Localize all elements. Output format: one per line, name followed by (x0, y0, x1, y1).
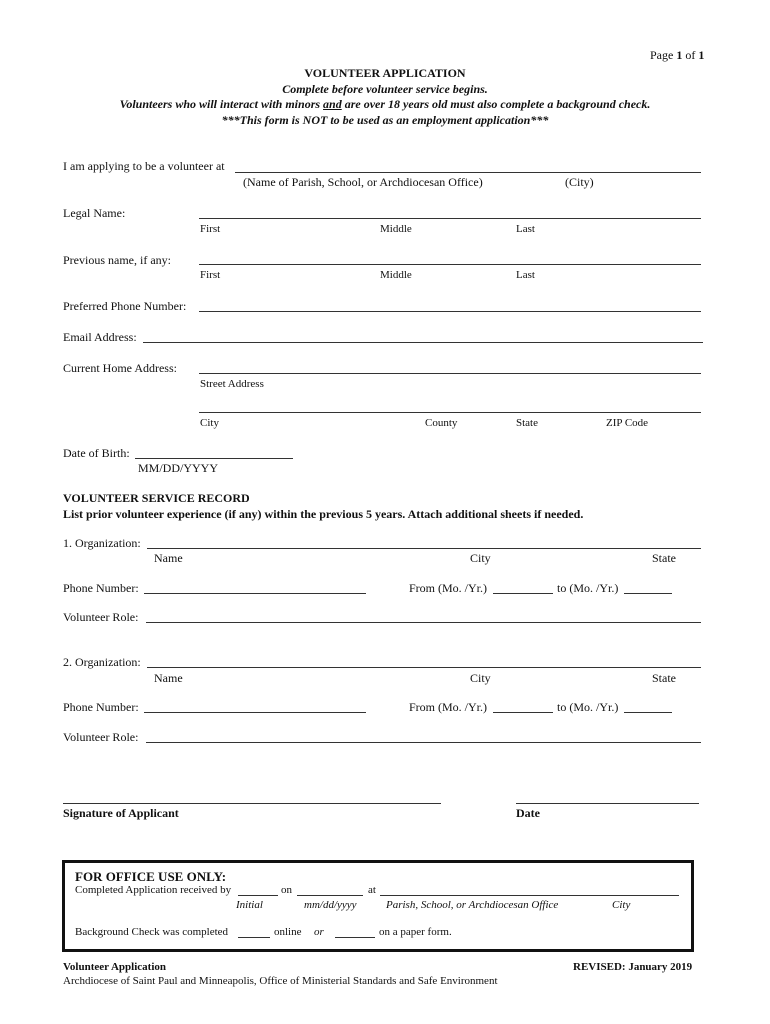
office-heading: FOR OFFICE USE ONLY: (75, 869, 227, 884)
org-2-from-label: From (Mo. /Yr.) (409, 700, 487, 714)
legal-first-label: First (200, 223, 221, 235)
phone-label: Preferred Phone Number: (63, 299, 187, 313)
org-1-to-field[interactable] (624, 593, 672, 594)
dob-label: Date of Birth: (63, 446, 130, 460)
header-line-3: ***This form is NOT to be used as an employment application*** (221, 113, 549, 127)
office-place-field[interactable] (380, 895, 679, 896)
office-at-label: at (368, 884, 376, 896)
legal-name-field[interactable] (199, 218, 701, 219)
org-2-state-label: State (652, 671, 676, 685)
org-2-to-label: to (Mo. /Yr.) (557, 700, 619, 714)
org-1-name-label: Name (154, 551, 183, 565)
phone-field[interactable] (199, 311, 701, 312)
office-date-field[interactable] (297, 895, 363, 896)
service-record-subheading: List prior volunteer experience (if any) within the previous 5 years. Attach additional sheets if needed. (63, 507, 584, 521)
address-city-label: City (200, 417, 219, 429)
previous-first-label: First (200, 269, 221, 281)
applying-field[interactable] (235, 172, 701, 173)
street-address-label: Street Address (200, 378, 264, 390)
city-state-zip-field[interactable] (199, 412, 701, 413)
org-1-phone-field[interactable] (144, 593, 366, 594)
org-2-phone-label: Phone Number: (63, 700, 139, 714)
legal-last-label: Last (516, 223, 535, 235)
form-title: VOLUNTEER APPLICATION (304, 66, 466, 80)
previous-name-label: Previous name, if any: (63, 253, 171, 267)
signature-date-field[interactable] (516, 803, 699, 804)
office-received-label: Completed Application received by (75, 884, 232, 896)
office-place-caption: Parish, School, or Archdiocesan Office (386, 899, 559, 911)
org-2-to-field[interactable] (624, 712, 672, 713)
previous-middle-label: Middle (380, 269, 412, 281)
footer-revised: REVISED: January 2019 (573, 961, 693, 973)
org-1-from-field[interactable] (493, 593, 553, 594)
signature-label: Signature of Applicant (63, 806, 179, 820)
applying-label: I am applying to be a volunteer at (63, 159, 225, 173)
applying-sub-city: (City) (565, 175, 594, 189)
org-1-phone-label: Phone Number: (63, 581, 139, 595)
org-1-city-label: City (470, 551, 491, 565)
office-online-field[interactable] (238, 937, 270, 938)
org-2-label: 2. Organization: (63, 655, 141, 669)
street-address-field[interactable] (199, 373, 701, 374)
office-paper-field[interactable] (335, 937, 375, 938)
org-2-name-label: Name (154, 671, 183, 685)
address-label: Current Home Address: (63, 361, 177, 375)
legal-name-label: Legal Name: (63, 206, 126, 220)
org-2-from-field[interactable] (493, 712, 553, 713)
office-online-label: online (274, 926, 302, 938)
org-1-role-field[interactable] (146, 622, 701, 623)
service-record-heading: VOLUNTEER SERVICE RECORD (63, 491, 250, 505)
org-1-label: 1. Organization: (63, 536, 141, 550)
org-2-role-label: Volunteer Role: (63, 730, 139, 744)
signature-date-label: Date (516, 806, 540, 820)
email-field[interactable] (143, 342, 703, 343)
office-city-caption: City (612, 899, 631, 911)
signature-field[interactable] (63, 803, 441, 804)
address-county-label: County (425, 417, 458, 429)
address-state-label: State (516, 417, 538, 429)
org-1-from-label: From (Mo. /Yr.) (409, 581, 487, 595)
org-1-role-label: Volunteer Role: (63, 610, 139, 624)
org-1-state-label: State (652, 551, 676, 565)
office-or-label: or (314, 926, 324, 938)
org-1-field[interactable] (147, 548, 701, 549)
org-2-phone-field[interactable] (144, 712, 366, 713)
org-1-to-label: to (Mo. /Yr.) (557, 581, 619, 595)
header-line-2: Volunteers who will interact with minors and are over 18 years old must also complete a background check. (119, 97, 651, 111)
office-initial-field[interactable] (238, 895, 278, 896)
office-on-label: on (281, 884, 292, 896)
legal-middle-label: Middle (380, 223, 412, 235)
page-number: Page 1 of 1 (650, 48, 705, 62)
office-initial-caption: Initial (236, 899, 263, 911)
org-2-role-field[interactable] (146, 742, 701, 743)
footer-org: Archdiocese of Saint Paul and Minneapolis, Office of Ministerial Standards and Safe Environment (63, 975, 498, 987)
dob-format: MM/DD/YYYY (138, 461, 219, 475)
org-2-field[interactable] (147, 667, 701, 668)
header-line-1: Complete before volunteer service begins. (282, 82, 488, 96)
office-paper-label: on a paper form. (379, 926, 452, 938)
previous-last-label: Last (516, 269, 535, 281)
org-2-city-label: City (470, 671, 491, 685)
previous-name-field[interactable] (199, 264, 701, 265)
office-bg-label: Background Check was completed (75, 926, 229, 938)
address-zip-label: ZIP Code (606, 417, 649, 429)
email-label: Email Address: (63, 330, 137, 344)
office-date-caption: mm/dd/yyyy (304, 899, 357, 911)
applying-sub-name: (Name of Parish, School, or Archdiocesan Office) (243, 175, 483, 189)
dob-field[interactable] (135, 458, 293, 459)
footer-title: Volunteer Application (63, 961, 166, 973)
